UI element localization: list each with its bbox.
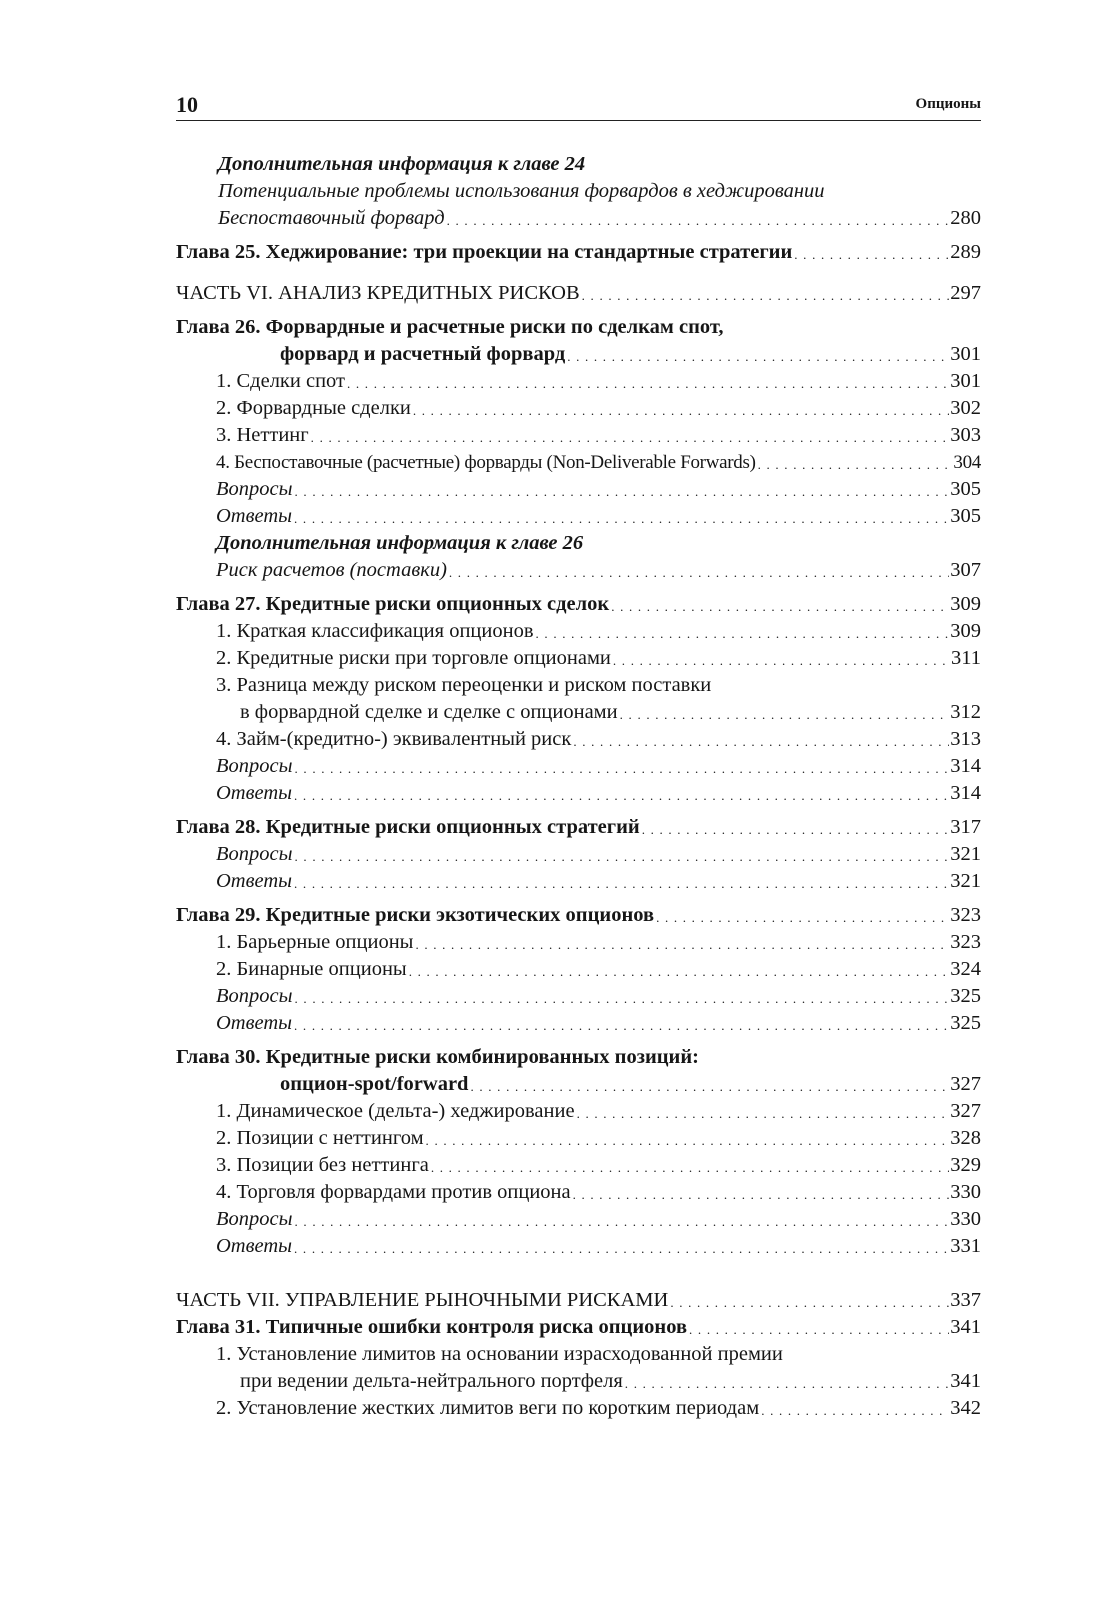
dot-leader: [620, 709, 950, 721]
dot-leader: [447, 215, 950, 227]
dot-leader: [758, 459, 953, 471]
toc-entry-page: 302: [950, 397, 981, 419]
toc-entry: [176, 1152, 981, 1179]
toc-entry-title: Беспоставочный форвард: [218, 207, 445, 229]
toc-entry-title: Вопросы: [216, 985, 293, 1007]
toc-entry: [176, 1341, 981, 1368]
toc-entry-title: Дополнительная информация к главе 26: [216, 532, 584, 554]
toc-entry-title: 1. Установление лимитов на основании израсходованной премии: [216, 1343, 783, 1365]
toc-entry-title: Риск расчетов (поставки): [216, 559, 447, 581]
dot-leader: [294, 1020, 949, 1032]
toc-entry-title: форвард и расчетный форвард: [280, 343, 566, 365]
toc-entry: [176, 280, 981, 307]
toc-entry-title: Вопросы: [216, 843, 293, 865]
toc-entry-title: Дополнительная информация к главе 24: [218, 153, 586, 175]
dot-leader: [625, 1378, 949, 1390]
dot-leader: [294, 1243, 949, 1255]
toc-entry: [176, 1044, 981, 1071]
dot-leader: [689, 1324, 949, 1336]
toc-entry-title: Потенциальные проблемы использования форвардов в хеджировании: [218, 180, 825, 202]
dot-leader: [582, 290, 950, 302]
toc-entry-page: 314: [950, 755, 981, 777]
toc-entry-title: 2. Кредитные риски при торговле опционами: [216, 647, 611, 669]
toc-entry-page: 297: [950, 282, 981, 304]
dot-leader: [295, 851, 950, 863]
toc-entry: [176, 780, 981, 807]
dot-leader: [295, 486, 950, 498]
toc-entry-page: 305: [950, 505, 981, 527]
toc-entry: [176, 956, 981, 983]
table-of-contents: [176, 151, 981, 1422]
toc-entry-page: 325: [950, 985, 981, 1007]
toc-entry: [176, 530, 981, 557]
toc-entry: [176, 1010, 981, 1037]
toc-entry-page: 313: [950, 728, 981, 750]
toc-entry: [176, 1098, 981, 1125]
toc-entry-page: 309: [950, 593, 981, 615]
toc-entry: [176, 645, 981, 672]
dot-leader: [295, 763, 950, 775]
toc-entry-title: ЧАСТЬ VI. АНАЛИЗ КРЕДИТНЫХ РИСКОВ: [176, 282, 580, 304]
toc-entry-page: 280: [950, 207, 981, 229]
toc-entry-title: Ответы: [216, 1235, 293, 1257]
toc-entry-page: 323: [950, 904, 981, 926]
toc-entry: [176, 726, 981, 753]
toc-entry-title: Глава 26. Форвардные и расчетные риски по сделкам спот,: [176, 316, 724, 338]
toc-entry-title: Глава 25. Хеджирование: три проекции на стандартные стратегии: [176, 241, 793, 263]
toc-entry-page: 321: [950, 843, 981, 865]
toc-entry-page: 328: [950, 1127, 981, 1149]
page-header: [176, 88, 981, 121]
toc-entry-title: 4. Торговля форвардами против опциона: [216, 1181, 571, 1203]
dot-leader: [295, 1216, 950, 1228]
dot-leader: [311, 432, 950, 444]
toc-entry-page: 309: [950, 620, 981, 642]
toc-entry: [176, 557, 981, 584]
toc-entry-page: 330: [950, 1181, 981, 1203]
dot-leader: [577, 1108, 950, 1120]
toc-entry-title: в форвардной сделке и сделке с опционами: [240, 701, 618, 723]
toc-entry: [176, 422, 981, 449]
toc-entry-page: 304: [953, 452, 981, 473]
dot-leader: [573, 1189, 950, 1201]
toc-entry: [176, 205, 981, 232]
dot-leader: [611, 601, 949, 613]
toc-entry-title: Ответы: [216, 782, 293, 804]
dot-leader: [761, 1405, 949, 1417]
toc-entry: [176, 239, 981, 266]
dot-leader: [426, 1135, 950, 1147]
dot-leader: [295, 993, 950, 1005]
toc-entry-title: 2. Позиции с неттингом: [216, 1127, 424, 1149]
toc-entry-page: 301: [950, 343, 981, 365]
toc-entry-title: 1. Барьерные опционы: [216, 931, 414, 953]
toc-entry-title: 1. Краткая классификация опционов: [216, 620, 534, 642]
toc-entry-title: Вопросы: [216, 755, 293, 777]
dot-leader: [294, 878, 949, 890]
toc-entry: [176, 314, 981, 341]
toc-entry-page: 327: [950, 1100, 981, 1122]
toc-entry: [176, 1314, 981, 1341]
toc-entry: [176, 341, 981, 368]
toc-entry-page: 317: [950, 816, 981, 838]
dot-leader: [347, 378, 949, 390]
toc-entry-page: 341: [950, 1316, 981, 1338]
dot-leader: [294, 513, 949, 525]
toc-entry: [176, 672, 981, 699]
toc-entry: [176, 753, 981, 780]
toc-entry-page: 314: [950, 782, 981, 804]
toc-entry-title: Ответы: [216, 870, 293, 892]
toc-entry-title: Вопросы: [216, 1208, 293, 1230]
dot-leader: [656, 912, 949, 924]
toc-entry: [176, 1071, 981, 1098]
toc-entry-title: 2. Форвардные сделки: [216, 397, 411, 419]
toc-entry-page: 289: [950, 241, 981, 263]
dot-leader: [470, 1081, 949, 1093]
running-title: Опционы: [915, 96, 981, 112]
toc-entry-title: Глава 28. Кредитные риски опционных стратегий: [176, 816, 640, 838]
toc-entry: [176, 151, 981, 178]
toc-entry-title: Глава 29. Кредитные риски экзотических опционов: [176, 904, 655, 926]
toc-entry-page: 337: [950, 1289, 981, 1311]
toc-entry-page: 324: [950, 958, 981, 980]
dot-leader: [794, 249, 949, 261]
toc-entry-title: Глава 30. Кредитные риски комбинированных позиций:: [176, 1046, 700, 1068]
toc-entry: [176, 929, 981, 956]
toc-entry: [176, 1206, 981, 1233]
toc-entry-title: Ответы: [216, 1012, 293, 1034]
dot-leader: [567, 351, 949, 363]
toc-entry-page: 331: [950, 1235, 981, 1257]
toc-entry: [176, 1287, 981, 1314]
toc-entry-page: 312: [950, 701, 981, 723]
toc-entry: [176, 902, 981, 929]
toc-entry: [176, 699, 981, 726]
toc-entry-title: 3. Позиции без неттинга: [216, 1154, 429, 1176]
dot-leader: [536, 628, 950, 640]
toc-entry: [176, 983, 981, 1010]
toc-entry-title: 3. Неттинг: [216, 424, 309, 446]
toc-entry: [176, 1233, 981, 1260]
toc-entry-title: Глава 27. Кредитные риски опционных сделок: [176, 593, 610, 615]
dot-leader: [294, 790, 949, 802]
toc-entry-title: 4. Займ-(кредитно-) эквивалентный риск: [216, 728, 572, 750]
toc-entry-title: Вопросы: [216, 478, 293, 500]
toc-entry-page: 307: [950, 559, 981, 581]
toc-entry: [176, 368, 981, 395]
toc-entry: [176, 868, 981, 895]
dot-leader: [413, 405, 949, 417]
page-number: 10: [176, 92, 198, 117]
dot-leader: [449, 567, 949, 579]
toc-entry-title: ЧАСТЬ VII. УПРАВЛЕНИЕ РЫНОЧНЫМИ РИСКАМИ: [176, 1289, 669, 1311]
toc-entry: [176, 1395, 981, 1422]
toc-entry: [176, 1125, 981, 1152]
toc-entry-page: 325: [950, 1012, 981, 1034]
toc-entry-page: 323: [950, 931, 981, 953]
toc-entry: [176, 591, 981, 618]
toc-entry-page: 311: [951, 647, 981, 669]
toc-entry: [176, 1179, 981, 1206]
toc-entry-page: 330: [950, 1208, 981, 1230]
toc-entry-page: 301: [950, 370, 981, 392]
toc-entry: [176, 395, 981, 422]
toc-entry-page: 305: [950, 478, 981, 500]
toc-entry-title: Ответы: [216, 505, 293, 527]
dot-leader: [415, 939, 949, 951]
toc-entry-title: 2. Установление жестких лимитов веги по коротким периодам: [216, 1397, 760, 1419]
toc-entry-page: 329: [950, 1154, 981, 1176]
toc-entry: [176, 618, 981, 645]
toc-entry: [176, 1368, 981, 1395]
dot-leader: [431, 1162, 949, 1174]
toc-entry-page: 321: [950, 870, 981, 892]
toc-entry-page: 327: [950, 1073, 981, 1095]
toc-entry: [176, 476, 981, 503]
toc-entry-page: 341: [950, 1370, 981, 1392]
toc-entry-title: 1. Сделки спот: [216, 370, 345, 392]
toc-entry: [176, 503, 981, 530]
dot-leader: [573, 736, 949, 748]
toc-entry: [176, 841, 981, 868]
dot-leader: [409, 966, 950, 978]
toc-entry-title: 1. Динамическое (дельта-) хеджирование: [216, 1100, 575, 1122]
toc-entry: [176, 449, 981, 476]
toc-entry-title: Глава 31. Типичные ошибки контроля риска опционов: [176, 1316, 688, 1338]
toc-entry-page: 303: [950, 424, 981, 446]
toc-entry: [176, 814, 981, 841]
toc-entry-page: 342: [950, 1397, 981, 1419]
toc-entry-title: 2. Бинарные опционы: [216, 958, 407, 980]
toc-entry: [176, 178, 981, 205]
dot-leader: [670, 1297, 949, 1309]
toc-entry-title: опцион-spot/forward: [280, 1073, 469, 1095]
dot-leader: [613, 655, 950, 667]
dot-leader: [642, 824, 950, 836]
toc-entry-title: при ведении дельта-нейтрального портфеля: [240, 1370, 623, 1392]
toc-entry-title: 3. Разница между риском переоценки и риском поставки: [216, 674, 712, 696]
toc-entry-title: 4. Беспоставочные (расчетные) форварды (Non-Deliverable Forwards): [216, 452, 756, 473]
